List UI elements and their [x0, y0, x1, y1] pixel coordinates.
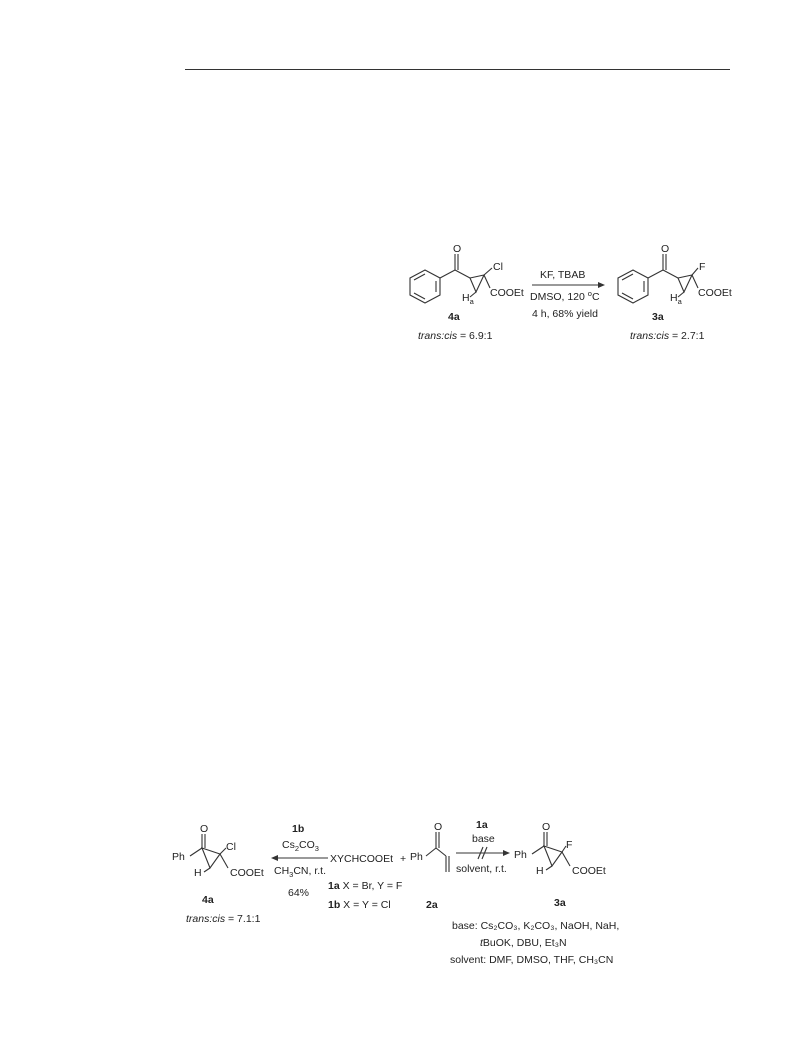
svg-text:O: O: [200, 823, 209, 835]
svg-text:Ph: Ph: [514, 849, 527, 861]
svg-text:Cs2CO3: $Cs_2CO_3$: [282, 839, 319, 853]
reaction-scheme-fluorination: [400, 240, 730, 350]
svg-text:base: base: [472, 833, 495, 845]
ratio-4a: trans:cis = 6.9:1: [418, 330, 493, 342]
arrow-condition-3: 4 h, 68% yield: [532, 308, 598, 320]
compound-label-3a: 3a: [554, 897, 566, 909]
plus-sign: +: [400, 853, 407, 865]
reagent-1: [328, 853, 406, 911]
svg-text:O: O: [542, 821, 551, 833]
header-rule: [185, 69, 730, 70]
base-list-2: tBuOK, DBU, Et₃N: [480, 937, 567, 949]
chloro-label: Cl: [493, 261, 503, 273]
oxygen-label: O: [453, 243, 462, 255]
svg-text:H: H: [536, 865, 544, 877]
scheme1-svg: [400, 240, 730, 350]
fluoro-label: F: [699, 261, 706, 273]
reagent-def-1a: 1a X = Br, Y = F: [328, 880, 403, 892]
conditions-list: [450, 920, 619, 966]
compound-label-4a: 4a: [448, 311, 460, 323]
molecule-3a-product: [514, 821, 606, 909]
ratio-4a: trans:cis = 7.1:1: [186, 913, 261, 925]
reagent-formula: XYCHCOOEt: [330, 853, 394, 865]
reaction-arrow-left: [271, 823, 328, 899]
ester-label: COOEt: [490, 287, 524, 299]
svg-text:Cl: Cl: [226, 841, 236, 853]
compound-label-3a: 3a: [652, 311, 664, 323]
base-list-1: base: Cs₂CO₃, K₂CO₃, NaOH, NaH,: [452, 920, 620, 932]
svg-text:CH3CN, r.t.: $CH_3CN$, r.t.: [274, 865, 327, 879]
oxygen-label: O: [661, 243, 670, 255]
phenyl-label: Ph: [172, 851, 185, 863]
reaction-arrow-1: [530, 269, 605, 320]
svg-text:Ph: Ph: [410, 851, 423, 863]
ester-label: COOEt: [698, 287, 732, 299]
reaction-scheme-cyclopropanation: [160, 818, 630, 978]
molecule-2a: [410, 821, 449, 911]
reaction-arrow-right: [456, 819, 510, 875]
scheme2-svg: [160, 818, 630, 978]
svg-text:H: H: [194, 867, 202, 879]
arrow-condition-2: DMSO, 120 $^o$C: [530, 289, 600, 303]
h-label: $H_a$: [670, 292, 682, 306]
svg-text:64%: 64%: [288, 887, 310, 899]
svg-text:1b: 1b: [292, 823, 305, 835]
cyclopropane-4a: [470, 275, 484, 292]
compound-label-4a: 4a: [202, 894, 214, 906]
reagent-def-1b: 1b X = Y = Cl: [328, 899, 391, 911]
ratio-3a: trans:cis = 2.7:1: [630, 330, 705, 342]
h-label: $H_a$: [462, 292, 474, 306]
svg-text:O: O: [434, 821, 443, 833]
arrow-condition-1: KF, TBAB: [540, 269, 586, 281]
svg-text:solvent, r.t.: solvent, r.t.: [456, 863, 507, 875]
svg-text:F: F: [566, 839, 573, 851]
molecule-4a-product: [172, 823, 264, 925]
molecule-3a: [618, 243, 732, 342]
svg-text:COOEt: COOEt: [230, 867, 264, 879]
molecule-4a: [410, 243, 524, 342]
compound-label-2a: 2a: [426, 899, 438, 911]
svg-text:COOEt: COOEt: [572, 865, 606, 877]
solvent-list: solvent: DMF, DMSO, THF, CH₃CN: [450, 954, 614, 966]
svg-text:1a: 1a: [476, 819, 488, 831]
